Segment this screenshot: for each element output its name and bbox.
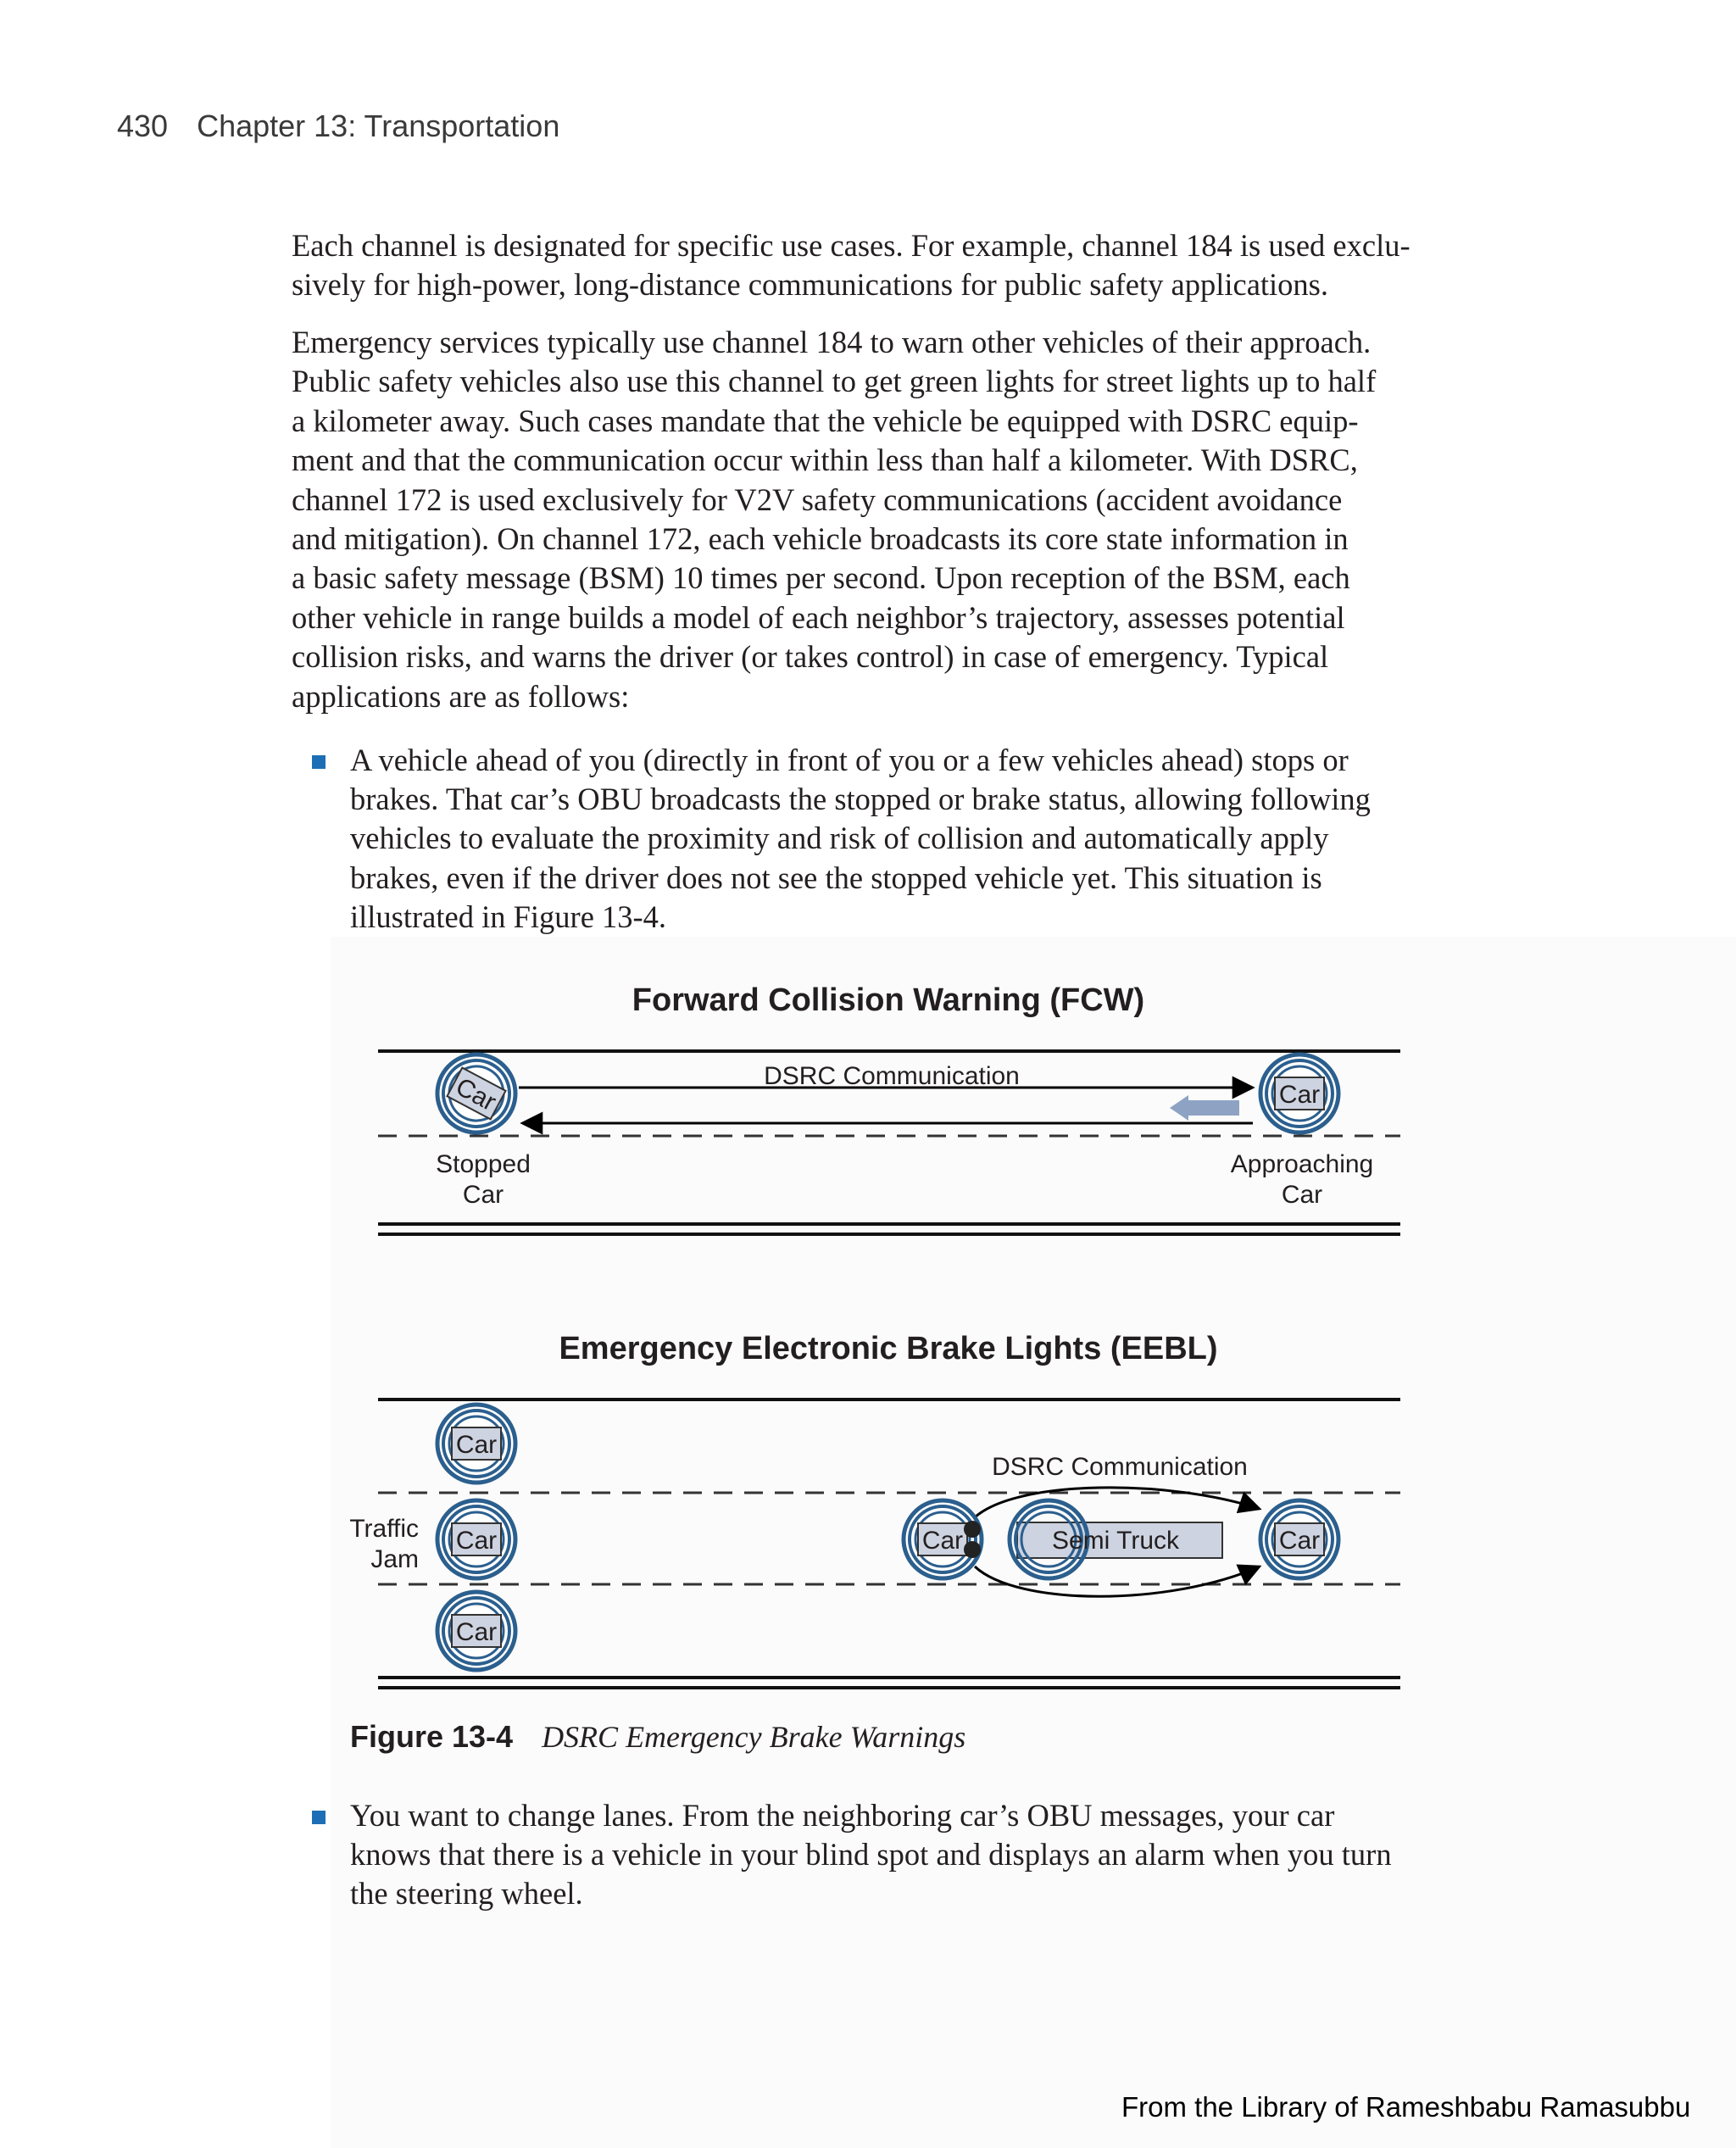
bullet-line: You want to change lanes. From the neighboring car’s OBU messages, your car: [350, 1798, 1335, 1833]
page-number: 430: [117, 109, 169, 143]
para-line: ment and that the communication occur within less than half a kilometer. With DSRC,: [292, 442, 1358, 478]
bullet-item-2: [350, 1796, 1452, 1914]
bullet-line: knows that there is a vehicle in your blind spot and displays an alarm when you turn: [350, 1837, 1392, 1873]
bullet-line: brakes. That car’s OBU broadcasts the stopped or brake status, allowing following: [350, 782, 1371, 817]
para-line: a kilometer away. Such cases mandate that the vehicle be equipped with DSRC equip-: [292, 403, 1359, 438]
para-line: channel 172 is used exclusively for V2V safety communications (accident avoidance: [292, 481, 1343, 517]
braking-car-icon: [904, 1500, 982, 1578]
para-line: other vehicle in range builds a model of each neighbor’s trajectory, assesses potential: [292, 599, 1345, 635]
stopped-label: Car: [462, 1181, 504, 1209]
stopped-label: Stopped: [436, 1150, 531, 1178]
figure-title: DSRC Emergency Brake Warnings: [542, 1720, 966, 1754]
para-line: a basic safety message (BSM) 10 times per second. Upon reception of the BSM, each: [292, 560, 1350, 596]
car-label: Car: [455, 1527, 498, 1555]
eebl-comm-label: DSRC Communication: [992, 1453, 1248, 1481]
approaching-label: Approaching: [1230, 1150, 1374, 1178]
traffic-jam-label: Jam: [370, 1545, 419, 1573]
direction-arrow-icon: [1170, 1095, 1239, 1121]
para-line: applications are as follows:: [292, 678, 630, 714]
car-label: Car: [455, 1431, 498, 1459]
approaching-car-icon: [1260, 1055, 1338, 1132]
stopped-car-icon: [424, 1041, 529, 1146]
jam-car-icon: [437, 1500, 515, 1578]
approaching-label: Car: [1281, 1181, 1323, 1209]
bullet-line: brakes, even if the driver does not see the stopped vehicle yet. This situation is: [350, 860, 1322, 895]
car-label: Car: [451, 1072, 501, 1117]
car-label: Car: [921, 1527, 964, 1555]
para-line: collision risks, and warns the driver (or takes control) in case of emergency. Typical: [292, 639, 1329, 675]
para-line: and mitigation). On channel 172, each vehicle broadcasts its core state information in: [292, 521, 1349, 557]
car-label: Car: [1278, 1081, 1321, 1109]
fcw-comm-label: DSRC Communication: [764, 1062, 1020, 1090]
traffic-jam-label: Traffic: [349, 1515, 419, 1543]
jam-car-icon: [437, 1405, 515, 1483]
brake-light-icon: [964, 1521, 981, 1538]
para-line: sively for high-power, long-distance communications for public safety applications.: [292, 267, 1328, 303]
bullet-line: the steering wheel.: [350, 1876, 583, 1911]
comm-arc-bottom: [975, 1566, 1260, 1596]
para-line: Public safety vehicles also use this channel to get green lights for street lights up to half: [292, 364, 1377, 399]
library-footer: From the Library of Rameshbabu Ramasubbu: [1121, 2091, 1691, 2123]
semi-truck-icon: [1010, 1500, 1222, 1578]
bullet-marker: [312, 1811, 326, 1824]
brake-light-icon: [964, 1541, 981, 1558]
jam-car-icon: [437, 1592, 515, 1670]
bullet-line: A vehicle ahead of you (directly in front of you or a few vehicles ahead) stops or: [350, 743, 1349, 777]
semi-truck-label: Semi Truck: [1051, 1527, 1180, 1555]
figure-label: Figure 13-4: [350, 1719, 514, 1754]
following-car-icon: [1260, 1500, 1338, 1578]
eebl-title: Emergency Electronic Brake Lights (EEBL): [559, 1331, 1218, 1366]
figure-caption: [350, 1719, 965, 1755]
car-label: Car: [455, 1618, 498, 1646]
para-line: Emergency services typically use channel 184 to warn other vehicles of their approach.: [292, 325, 1372, 359]
bullet-line: vehicles to evaluate the proximity and risk of collision and automatically apply: [350, 821, 1329, 856]
chapter-title: Chapter 13: Transportation: [197, 109, 560, 143]
para-line: Each channel is designated for specific use cases. For example, channel 184 is used exclu-: [292, 228, 1410, 263]
fcw-title: Forward Collision Warning (FCW): [632, 982, 1145, 1018]
bullet-line: illustrated in Figure 13-4.: [350, 899, 667, 934]
car-label: Car: [1278, 1527, 1321, 1555]
